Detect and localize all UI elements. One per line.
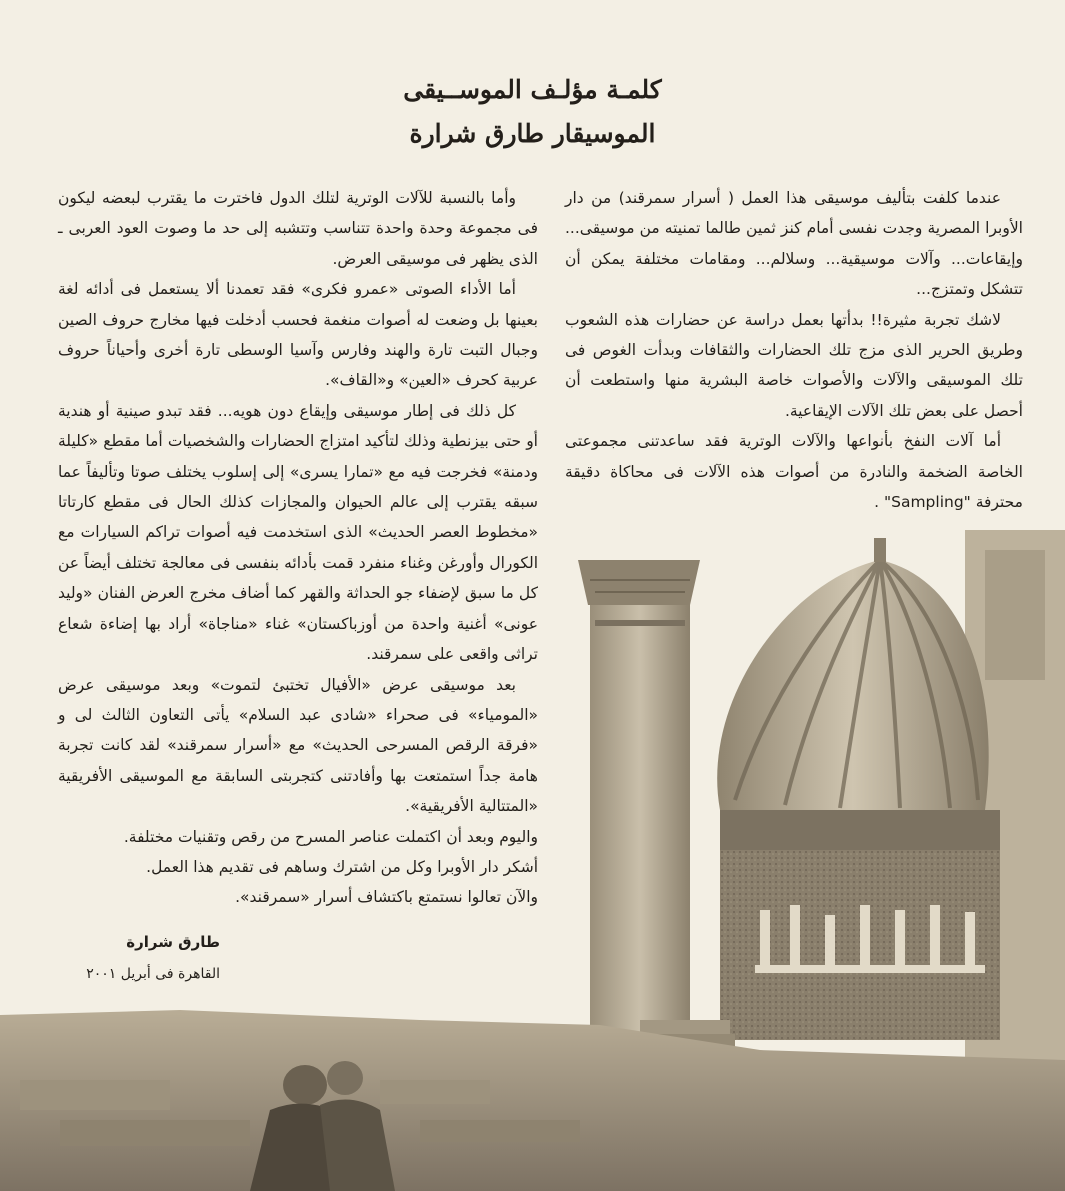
samarkand-mausoleum-photo <box>0 520 1065 1191</box>
paragraph: لاشك تجربة مثيرة!! بدأتها بعمل دراسة عن حضارات هذه الشعوب وطريق الحرير الذى مزج تلك الحضارات والثقافات وبدأت الغوص فى تلك الموسيقى والآلات والأصوات خاصة البشرية منها واستطعت أن أحصل على بعض تلك الآلات الإيقاعية. <box>565 310 1023 420</box>
dome <box>717 538 988 810</box>
closing-line: والآن تعالوا نستمتع باكتشاف أسرار «سمرقند». <box>235 888 538 907</box>
paragraph: بعد موسيقى عرض «الأفيال تختبئ لتموت» وبعد موسيقى عرض «المومياء» فى صحراء «شادى عبد السلام» يأتى التعاون الثالث لى و «فرقة الرقص المسرحى الحديث» مع «أسرار سمرقند» لقد كانت تجربة هامة جداً استمتعت بها وأفادتنى كتجربتى السابقة مع الموسيقى الأفريقية «المتتالية الأفريقية». <box>58 675 538 816</box>
page-subtitle: الموسيقار طارق شرارة <box>409 119 656 148</box>
page-title: كلمـة مؤلـف الموســيقى <box>403 75 662 104</box>
closing-line: واليوم وبعد أن اكتملت عناصر المسرح من رقص وتقنيات مختلفة. <box>123 827 538 846</box>
paragraph: كل ذلك فى إطار موسيقى وإيقاع دون هويه... فقد تبدو صينية أو هندية أو حتى بيزنطية وذلك لتأكيد امتزاج الحضارات والشخصيات أما مقطع «كليلة ودمنة» فخرجت فيه مع «تمارا يسرى» إلى إسلوب يختلف صوتا وتأليفاً عما سبقه يقترب إلى عالم الحيوان والمجازات كذلك الحال فى مقطع كارتاتا «مخطوط العصر الحديث» الذى استخدمت فيه أصوات تراكم السيارات مع الكورال وأورغن وغناء منفرد قمت بأدائه بنفسى فى معالجة تختلف أيضاً عن كل ما سبق لإضفاء جو الحداثة والقهر كما أضاف مخرج العرض الفنان «وليد عونى» أغنية واحدة من أوزباكستان» غناء «مناجاة» أراد بها إضاءة شعاع تراثى واقعى على سمرقند. <box>58 401 538 664</box>
paragraph: وأما بالنسبة للآلات الوترية لتلك الدول فاخترت ما يقترب لبعضه ليكون فى مجموعة وحدة واحدة تتناسب وتتشبه إلى حد ما وصوت العود العربى ـ الذى يظهر فى موسيقى العرض. <box>58 189 538 268</box>
signature-name: طارق شرارة <box>126 933 220 951</box>
closing-line: أشكر دار الأوبرا وكل من اشترك وساهم فى تقديم هذا العمل. <box>146 857 538 876</box>
paragraph: عندما كلفت بتأليف موسيقى هذا العمل ( أسرار سمرقند) من دار الأوبرا المصرية وجدت نفسى أمام كنز ثمين طالما تمنيته من موسيقى... وإيقاعات... وآلات موسيقية... وسلالم... ومقامات مختلفة يمكن أن تتشكل وتمتزج... <box>565 189 1023 299</box>
signature-place-date: القاهرة فى أبريل ٢٠٠١ <box>86 966 220 982</box>
back-wall-niche <box>985 550 1045 680</box>
page-header <box>0 70 1065 154</box>
column-right <box>565 183 1023 517</box>
paragraph: أما الأداء الصوتى «عمرو فكرى» فقد تعمدنا ألا يستعمل فى أدائه لغة بعينها بل وضعت له أصوات منغمة فحسب أدخلت فيها مخارج حروف الصين وجبال التبت تارة والهند وفارس وآسيا الوسطى تارة أخرى وأحياناً حروف عربية كحرف «العين» و«القاف». <box>58 280 538 390</box>
paragraph: أما آلات النفخ بأنواعها والآلات الوترية فقد ساعدتنى مجموعتى الخاصة الضخمة والنادرة من أصوات هذه الآلات فى محاكاة دقيقة محترفة "Sampling" . <box>565 432 1023 512</box>
minaret <box>578 560 700 1040</box>
